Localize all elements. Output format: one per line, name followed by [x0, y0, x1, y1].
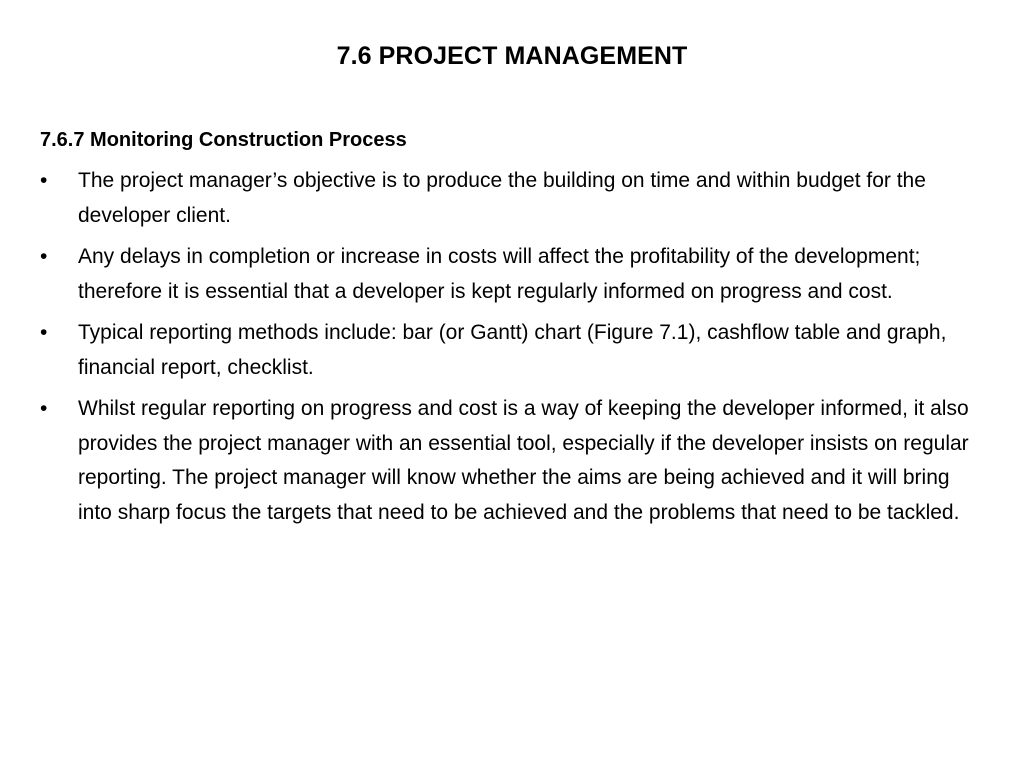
bullet-text: Typical reporting methods include: bar (or Gantt) chart (Figure 7.1), cashflow table and graph, financial report, checklist. [78, 321, 947, 379]
bullet-text: Whilst regular reporting on progress and cost is a way of keeping the developer informed, it also provides the project manager with an essential tool, especially if the developer insists on regular reporting. The project manager will know whether the aims are being achieved and it will bring into sharp focus the targets that need to be achieved and the problems that need to be tackled. [78, 397, 969, 524]
bullet-text: The project manager’s objective is to produce the building on time and within budget for the developer client. [78, 169, 926, 227]
bullet-text: Any delays in completion or increase in costs will affect the profitability of the development; therefore it is essential that a developer is kept regularly informed on progress and cost. [78, 245, 921, 303]
slide-body [40, 124, 985, 537]
bullet-item [40, 240, 985, 309]
bullet-item [40, 164, 985, 233]
bullet-dot-icon: • [40, 169, 48, 192]
slide-title: 7.6 PROJECT MANAGEMENT [336, 42, 688, 70]
bullet-list [40, 164, 985, 530]
bullet-dot-icon: • [40, 245, 48, 268]
section-heading: 7.6.7 Monitoring Construction Process [40, 129, 407, 151]
bullet-item [40, 316, 985, 385]
bullet-dot-icon: • [40, 397, 48, 420]
bullet-dot-icon: • [40, 321, 48, 344]
bullet-item [40, 392, 985, 530]
